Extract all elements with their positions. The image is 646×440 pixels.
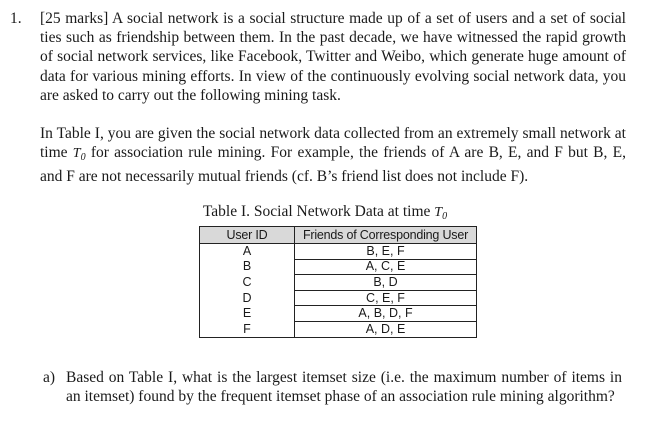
- cell-friends: A, B, D, F: [295, 306, 477, 322]
- table-row: [200, 244, 477, 260]
- table-row: [200, 290, 477, 306]
- table-row: [200, 259, 477, 275]
- question-number: 1.: [10, 10, 22, 27]
- cell-friends: A, D, E: [295, 321, 477, 337]
- cell-user-id: F: [200, 321, 295, 337]
- social-network-table: [199, 226, 477, 338]
- caption-time-subscript: 0: [442, 211, 448, 222]
- header-friends: Friends of Corresponding User: [295, 227, 477, 244]
- time-symbol: T: [72, 146, 81, 162]
- cell-user-id: C: [200, 275, 295, 291]
- table-caption-text: Table I. Social Network Data at time: [202, 203, 435, 220]
- cell-user-id: A: [200, 244, 295, 260]
- cell-friends: B, E, F: [295, 244, 477, 260]
- cell-friends: C, E, F: [295, 290, 477, 306]
- table-row: [200, 321, 477, 337]
- table-caption: [0, 202, 646, 226]
- header-user-id: User ID: [200, 227, 295, 244]
- table-row: [200, 306, 477, 322]
- sub-question-a-label: a): [43, 369, 56, 386]
- table-row: [200, 275, 477, 291]
- context-text-part2: for association rule mining. For example, the friends of A are B, E, and F but B, E, and F are not necessarily mutual friends (cf. B’s friend list does not include F).: [40, 144, 626, 186]
- question-intro: [25 marks] A social network is a social structure made up of a set of users and a set of social ties such as friendship between them. In the past decade, we have witnessed the rapid growth of social network services, like Facebook, Twitter and Weibo, which generate huge amount of data for various mining efforts. In view of the continuously evolving social network data, you are asked to carry out the following mining task.: [40, 10, 626, 104]
- caption-time-symbol: T: [434, 205, 443, 220]
- cell-friends: A, C, E: [295, 259, 477, 275]
- table-header-row: [200, 227, 477, 244]
- question-context-paragraph: [40, 124, 626, 187]
- time-subscript: 0: [80, 152, 86, 164]
- cell-user-id: E: [200, 306, 295, 322]
- cell-friends: B, D: [295, 275, 477, 291]
- cell-user-id: B: [200, 259, 295, 275]
- sub-question-a-text: Based on Table I, what is the largest itemset size (i.e. the maximum number of items in an itemset) found by the frequent itemset phase of an association rule mining algorithm?: [66, 369, 622, 406]
- context-text-part1: In Table I, you are given the social network data collected from an extremely small network at time: [40, 125, 626, 162]
- cell-user-id: D: [200, 290, 295, 306]
